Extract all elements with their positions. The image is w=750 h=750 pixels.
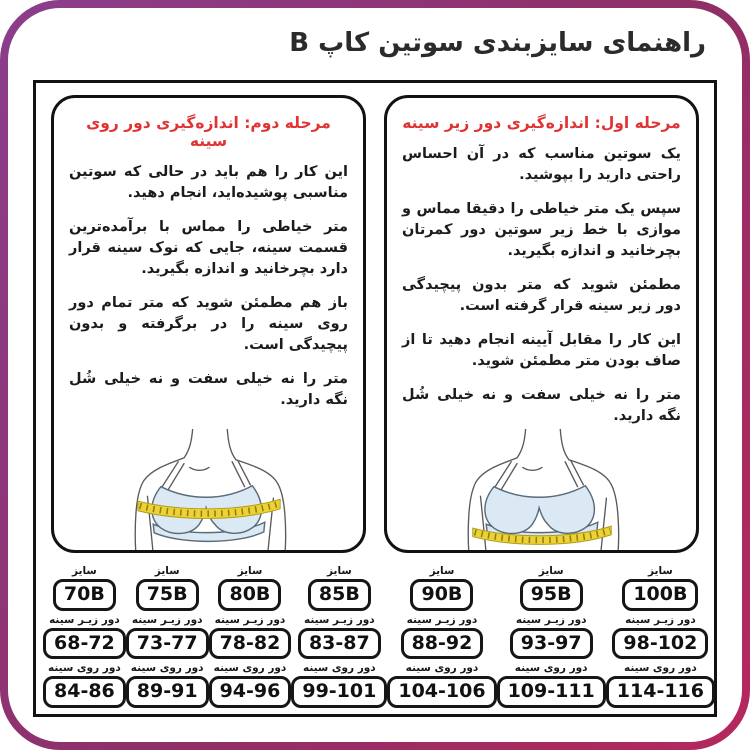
torso-outline-icon — [135, 429, 285, 553]
size-value-box: 75B — [136, 579, 199, 611]
size-table — [43, 562, 707, 708]
overbust-label: دور روی سینه — [624, 662, 697, 675]
size-label: سایز — [648, 564, 673, 577]
overbust-label: دور روی سینه — [48, 662, 121, 675]
step1-paragraph-4: این کار را مقابل آیینه انجام دهید تا از صاف بودن متر مطمئن شوید. — [402, 332, 681, 370]
step1-paragraph-1: یک سوتین مناسب که در آن احساس راحتی دارید را بپوشید. — [402, 146, 681, 184]
size-value-box: 80B — [218, 579, 281, 611]
size-value-box: 95B — [520, 579, 583, 611]
step1-panel — [384, 95, 699, 553]
size-label: سایز — [429, 564, 455, 577]
size-label: سایز — [72, 564, 97, 577]
underbust-value-box: 88-92 — [401, 628, 484, 660]
size-column-75B — [126, 562, 209, 708]
size-column-80B — [209, 562, 292, 708]
content-box — [33, 80, 717, 717]
overbust-value-box: 114-116 — [606, 676, 715, 708]
underbust-label: دور زیـر سینه — [304, 613, 375, 626]
overbust-label: دور روی سینه — [302, 662, 376, 675]
step1-paragraph-5: متر را نه خیلی سفت و نه خیلی شُل نگه دارید. — [402, 387, 681, 425]
underbust-label: دور زیـر سینه — [214, 613, 286, 626]
overbust-value-box: 89-91 — [126, 676, 209, 708]
step2-paragraph-4: متر را نه خیلی سفت و نه خیلی شُل نگه دارید. — [69, 371, 348, 409]
page-title: راهنمای سایزبندی سوتین کاپ B — [289, 28, 706, 58]
overbust-value-box: 84-86 — [43, 676, 126, 708]
bra-icon — [484, 461, 597, 542]
torso-outline-icon — [468, 429, 618, 553]
size-value-box: 85B — [308, 579, 371, 611]
size-label: سایز — [538, 564, 564, 577]
step2-paragraph-3: باز هم مطمئن شوید که متر تمام دور روی سینه را در برگرفته و بدون پیچیدگی است. — [69, 295, 348, 354]
underbust-label: دور زیـر سینه — [131, 613, 203, 626]
step2-paragraph-2: متر خیاطی را مماس با برآمده‌ترین قسمت سینه، جایی که نوک سینه قرار دارد بچرخانید و اندازه بگیرید. — [69, 219, 348, 278]
step1-paragraph-2: سپس یک متر خیاطی را دقیقا مماس و موازی با خط زیر سوتین دور کمرتان بچرخانید و اندازه بگیرید. — [402, 201, 681, 260]
underbust-value-box: 93-97 — [510, 628, 593, 660]
step2-panel — [51, 95, 366, 553]
underbust-measure-illustration — [426, 429, 658, 553]
size-column-100B — [606, 562, 715, 708]
measuring-tape-underbust-icon — [472, 526, 610, 544]
size-value-box: 70B — [53, 579, 116, 611]
overbust-value-box: 104-106 — [387, 676, 496, 708]
size-column-95B — [497, 562, 606, 708]
size-label: سایز — [326, 564, 352, 577]
size-label: سایز — [237, 564, 263, 577]
bra-icon — [151, 461, 264, 542]
overbust-label: دور روی سینه — [514, 662, 588, 675]
underbust-value-box: 98-102 — [612, 628, 708, 660]
size-column-70B — [43, 562, 126, 708]
overbust-value-box: 94-96 — [209, 676, 292, 708]
overbust-label: دور روی سینه — [405, 662, 479, 675]
step2-header: مرحله دوم: اندازه‌گیری دور روی سینه — [86, 114, 331, 150]
underbust-value-box: 68-72 — [43, 628, 126, 660]
step1-header: مرحله اول: اندازه‌گیری دور زیر سینه — [402, 114, 681, 132]
overbust-label: دور روی سینه — [213, 662, 287, 675]
overbust-value-box: 99-101 — [291, 676, 387, 708]
underbust-value-box: 83-87 — [298, 628, 381, 660]
underbust-label: دور زیـر سینه — [49, 613, 120, 626]
overbust-label: دور روی سینه — [130, 662, 204, 675]
page-canvas — [8, 8, 742, 742]
overbust-measure-illustration — [93, 429, 325, 553]
size-value-box: 90B — [410, 579, 473, 611]
underbust-value-box: 73-77 — [126, 628, 209, 660]
size-column-85B — [291, 562, 387, 708]
instruction-panels — [36, 83, 714, 553]
size-column-90B — [387, 562, 496, 708]
step2-paragraph-1: این کار را هم باید در حالی که سوتین مناسبی پوشیده‌اید، انجام دهید. — [69, 164, 348, 202]
underbust-label: دور زیـر سینه — [406, 613, 478, 626]
underbust-label: دور زیـر سینه — [625, 613, 696, 626]
underbust-label: دور زیـر سینه — [515, 613, 587, 626]
size-label: سایز — [154, 564, 180, 577]
underbust-value-box: 78-82 — [209, 628, 292, 660]
measuring-tape-overbust-icon — [137, 499, 279, 518]
size-value-box: 100B — [622, 579, 698, 611]
step1-paragraph-3: مطمئن شوید که متر بدون پیچیدگی دور زیر سینه قرار گرفته است. — [402, 277, 681, 315]
overbust-value-box: 109-111 — [497, 676, 606, 708]
